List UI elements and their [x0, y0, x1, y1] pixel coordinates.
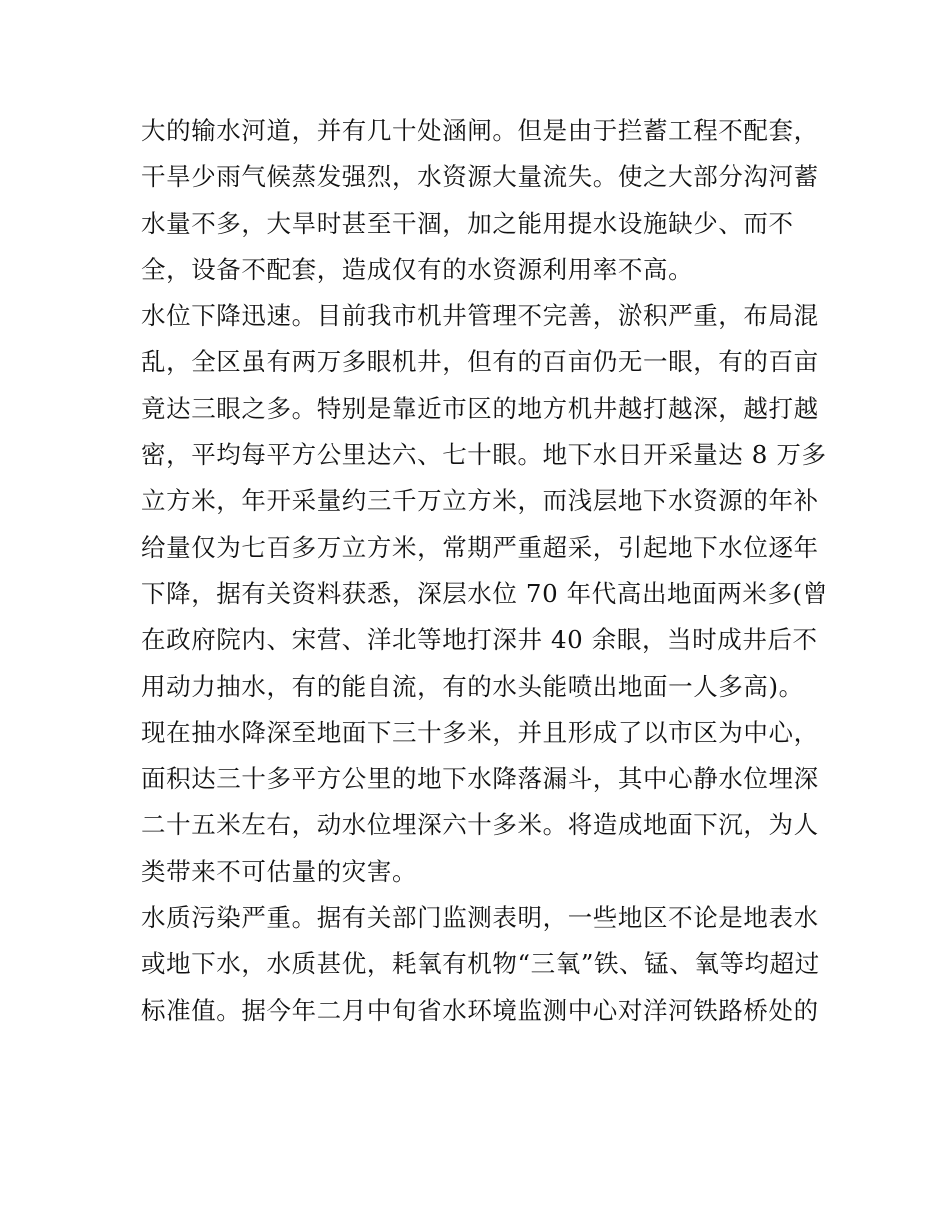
text-line: 全，设备不配套，造成仅有的水资源利用率不高。 — [141, 254, 694, 284]
text-line: 乱，全区虽有两万多眼机井，但有的百亩仍无一眼，有的百亩 — [141, 347, 819, 377]
text-line: 用动力抽水，有的能自流，有的水头能喷出地面一人多高)。 — [141, 671, 804, 701]
text-line: 标准值。据今年二月中旬省水环境监测中心对洋河铁路桥处的 — [141, 995, 819, 1025]
text-line: 水质污染严重。据有关部门监测表明，一些地区不论是地表水 — [141, 903, 819, 933]
text-line: 面积达三十多平方公里的地下水降落漏斗，其中心静水位埋深 — [141, 764, 819, 794]
text-line: 下降，据有关资料获悉，深层水位 70 年代高出地面两米多(曾 — [141, 578, 828, 608]
text-line: 竟达三眼之多。特别是靠近市区的地方机井越打越深，越打越 — [141, 393, 819, 423]
text-line: 在政府院内、宋营、洋北等地打深井 40 余眼，当时成井后不 — [141, 625, 818, 655]
text-line: 二十五米左右，动水位埋深六十多米。将造成地面下沉，为人 — [141, 810, 819, 840]
text-line: 大的输水河道，并有几十处涵闸。但是由于拦蓄工程不配套， — [141, 116, 819, 145]
text-line: 干旱少雨气候蒸发强烈，水资源大量流失。使之大部分沟河蓄 — [141, 162, 819, 192]
text-line: 类带来不可估量的灾害。 — [141, 856, 418, 886]
text-line: 或地下水，水质甚优，耗氧有机物“三氧”铁、锰、氧等均超过 — [141, 949, 820, 979]
text-line: 密，平均每平方公里达六、七十眼。地下水日开采量达 8 万多 — [141, 440, 827, 470]
text-line: 给量仅为七百多万立方米，常期严重超采，引起地下水位逐年 — [141, 532, 819, 562]
text-line: 水位下降迅速。目前我市机井管理不完善，淤积严重，布局混 — [141, 301, 819, 331]
text-line: 立方米，年开采量约三千万立方米，而浅层地下水资源的年补 — [141, 486, 819, 516]
body-text — [141, 108, 831, 1034]
text-line: 水量不多，大旱时甚至干涸，加之能用提水设施缺少、而不 — [141, 208, 794, 238]
text-line: 现在抽水降深至地面下三十多米，并且形成了以市区为中心， — [141, 717, 819, 747]
